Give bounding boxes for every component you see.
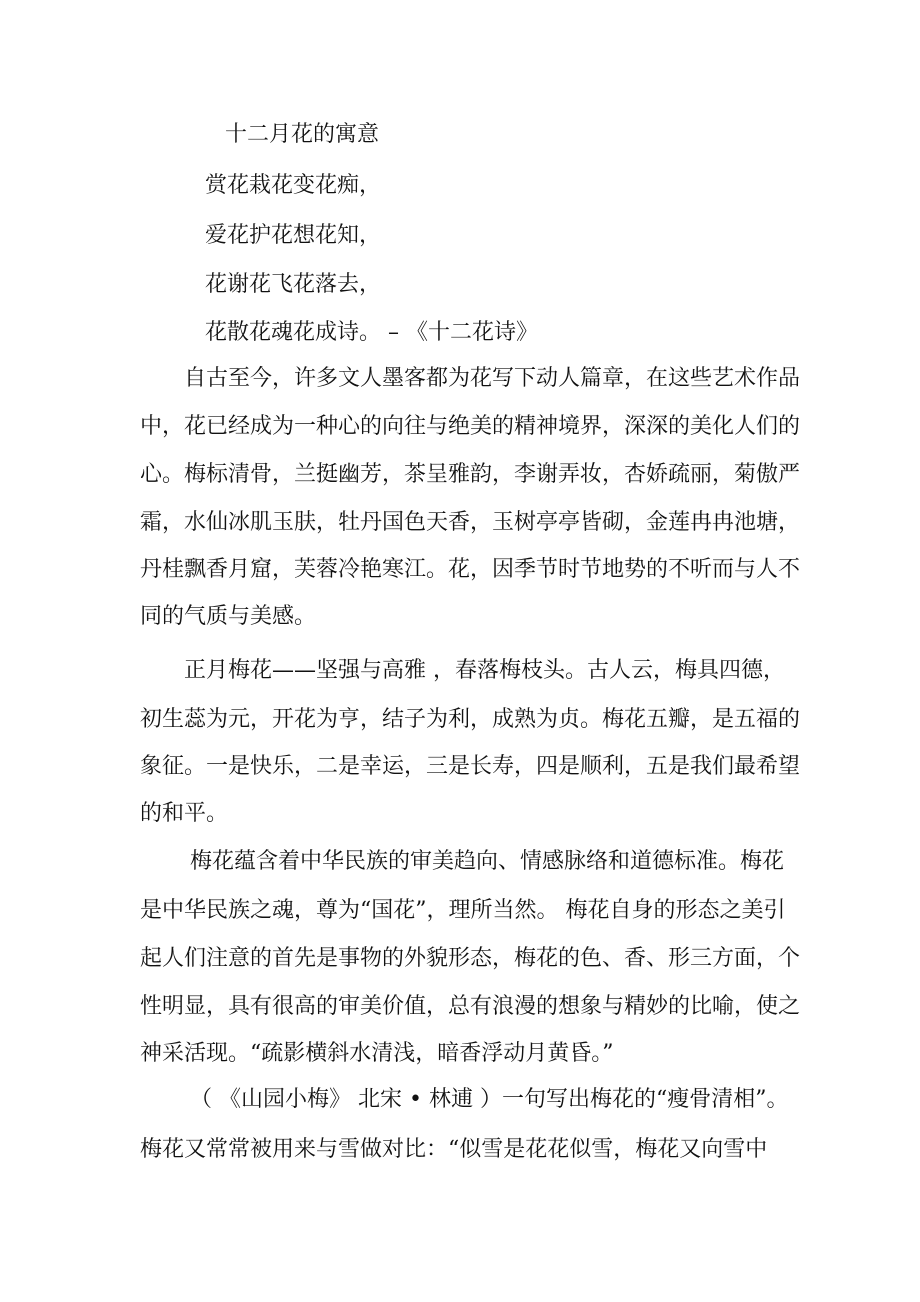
paragraph-line: 梅花又常常被用来与雪做对比：“似雪是花花似雪，梅花又向雪中 [140, 1137, 768, 1162]
paragraph-line: 是中华民族之魂，尊为“国花”，理所当然。 梅花自身的形态之美引 [140, 898, 786, 923]
paragraph-line: 的和平。 [140, 801, 229, 826]
paragraph-line: 起人们注意的首先是事物的外貌形态，梅花的色、香、形三方面，个 [140, 946, 801, 971]
paragraph-line: 神采活现。“疏影横斜水清浅，暗香浮动月黄昏。” [140, 1041, 614, 1066]
paragraph-line: 心。梅标清骨，兰挺幽芳，茶呈雅韵，李谢弄妆，杏娇疏丽，菊傲严 [140, 462, 801, 487]
poem-line: 花散花魂花成诗。 – 《十二花诗》 [205, 320, 538, 345]
poem-line: 爱花护花想花知， [205, 223, 382, 248]
paragraph-line: 性明显，具有很高的审美价值，总有浪漫的想象与精妙的比喻，使之 [140, 994, 801, 1019]
paragraph-line: 丹桂飘香月窟，芙蓉冷艳寒江。花，因季节时节地势的不听而与人不 [140, 557, 801, 582]
paragraph-line: 自古至今，许多文人墨客都为花写下动人篇章，在这些艺术作品 [184, 366, 801, 391]
paragraph-line: 霜，水仙冰肌玉肤，牡丹国色天香，玉树亭亭皆砌，金莲冉冉池塘， [140, 510, 801, 535]
paragraph-line: 梅花蕴含着中华民族的审美趋向、情感脉络和道德标准。梅花 [190, 849, 785, 874]
document-title: 十二月花的寓意 [225, 122, 380, 147]
poem-line: 花谢花飞花落去， [205, 272, 382, 297]
paragraph-line: （ 《山园小梅》 北宋 • 林逋 ）一句写出梅花的“瘦骨清相”。 [190, 1087, 789, 1112]
paragraph-line: 初生蕊为元，开花为亨，结子为利，成熟为贞。梅花五瓣，是五福的 [140, 707, 801, 732]
paragraph-line: 中，花已经成为一种心的向往与绝美的精神境界，深深的美化人们的 [140, 414, 801, 439]
poem-line: 赏花栽花变花痴， [205, 173, 382, 198]
paragraph-line: 正月梅花——坚强与高雅 ，春落梅枝头。古人云，梅具四德， [184, 658, 785, 683]
paragraph-line: 同的气质与美感。 [140, 604, 317, 629]
paragraph-line: 象征。一是快乐，二是幸运，三是长寿，四是顺利，五是我们最希望 [140, 754, 801, 779]
